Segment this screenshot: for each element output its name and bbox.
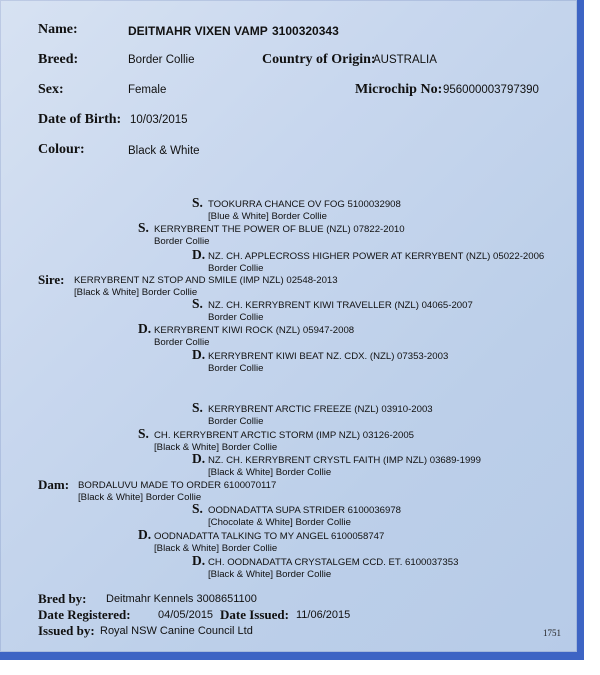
dam-description: [Black & White] Border Collie: [78, 492, 202, 503]
ancestor-description: Border Collie: [208, 312, 264, 323]
ancestor-name: CH. KERRYBRENT ARCTIC STORM (IMP NZL) 03126-2005: [154, 430, 414, 441]
issued-by-value: Royal NSW Canine Council Ltd: [100, 625, 253, 637]
ancestor-description: Border Collie: [154, 236, 210, 247]
pedigree-entry: [192, 555, 458, 581]
dam-label: Dam:: [38, 477, 70, 492]
sex-label: Sex:: [38, 82, 64, 97]
relation-marker: S.: [138, 220, 149, 235]
registration-number: 3100320343: [272, 24, 339, 38]
ancestor-description: [Black & White] Border Collie: [154, 442, 278, 453]
dam-name: BORDALUVU MADE TO ORDER 6100070117: [78, 480, 277, 491]
relation-marker: S.: [192, 501, 203, 516]
ancestor-description: Border Collie: [208, 363, 264, 374]
ancestor-name: KERRYBRENT KIWI BEAT NZ. CDX. (NZL) 07353-2003: [208, 351, 449, 362]
ancestor-name: KERRYBRENT KIWI ROCK (NZL) 05947-2008: [154, 325, 355, 336]
pedigree-entry: [192, 249, 544, 275]
relation-marker: D.: [192, 247, 206, 262]
country-label: Country of Origin:: [262, 52, 376, 67]
pedigree-entry: [192, 298, 473, 324]
relation-marker: S.: [138, 426, 149, 441]
ancestor-name: OODNADATTA TALKING TO MY ANGEL 6100058747: [154, 531, 385, 542]
dob-value: 10/03/2015: [130, 114, 188, 126]
relation-marker: S.: [192, 195, 203, 210]
bred-by-label: Bred by:: [38, 591, 87, 606]
page-number: 1751: [543, 628, 561, 638]
ancestor-description: [Chocolate & White] Border Collie: [208, 517, 351, 528]
relation-marker: S.: [192, 400, 203, 415]
pedigree-entry: [192, 503, 401, 529]
relation-marker: D.: [138, 321, 152, 336]
sire-description: [Black & White] Border Collie: [74, 287, 198, 298]
relation-marker: D.: [192, 553, 206, 568]
sire-label: Sire:: [38, 272, 65, 287]
name-label: Name:: [38, 22, 78, 37]
date-registered-value: 04/05/2015: [158, 609, 214, 621]
ancestor-description: [Blue & White] Border Collie: [208, 211, 327, 222]
ancestor-name: KERRYBRENT THE POWER OF BLUE (NZL) 07822-2010: [154, 224, 405, 235]
pedigree-entry: [192, 349, 448, 375]
relation-marker: D.: [192, 347, 206, 362]
ancestor-name: CH. OODNADATTA CRYSTALGEM CCD. ET. 6100037353: [208, 557, 459, 568]
dog-name: DEITMAHR VIXEN VAMP: [128, 24, 268, 38]
ancestor-name: NZ. CH. APPLECROSS HIGHER POWER AT KERRYBENT (NZL) 05022-2006: [208, 251, 545, 262]
pedigree-entry: [192, 402, 433, 428]
breed-value: Border Collie: [128, 54, 195, 66]
ancestor-name: NZ. CH. KERRYBRENT KIWI TRAVELLER (NZL) 04065-2007: [208, 300, 473, 311]
pedigree-entry: [138, 323, 354, 349]
pedigree-entry: [138, 222, 405, 248]
ancestor-description: Border Collie: [154, 337, 210, 348]
pedigree-entry: [192, 197, 401, 223]
breed-label: Breed:: [38, 52, 79, 67]
colour-label: Colour:: [38, 142, 85, 157]
ancestor-description: [Black & White] Border Collie: [154, 543, 278, 554]
sex-value: Female: [128, 84, 167, 96]
ancestor-description: [Black & White] Border Collie: [208, 467, 332, 478]
date-registered-label: Date Registered:: [38, 607, 131, 622]
colour-value: Black & White: [128, 145, 200, 157]
date-issued-value: 11/06/2015: [296, 609, 351, 621]
ancestor-description: [Black & White] Border Collie: [208, 569, 332, 580]
relation-marker: D.: [138, 527, 152, 542]
pedigree-entry: [138, 529, 384, 555]
pedigree-entry: [138, 428, 414, 454]
issued-by-label: Issued by:: [38, 623, 95, 638]
ancestor-name: NZ. CH. KERRYBRENT CRYSTL FAITH (IMP NZL) 03689-1999: [208, 455, 481, 466]
ancestor-description: Border Collie: [208, 416, 264, 427]
microchip-value: 956000003797390: [443, 84, 539, 96]
date-issued-label: Date Issued:: [220, 607, 289, 622]
ancestor-name: TOOKURRA CHANCE OV FOG 5100032908: [208, 199, 401, 210]
ancestor-name: KERRYBRENT ARCTIC FREEZE (NZL) 03910-2003: [208, 404, 433, 415]
relation-marker: S.: [192, 296, 203, 311]
country-value: AUSTRALIA: [373, 54, 437, 66]
bred-by-value: Deitmahr Kennels 3008651100: [106, 593, 257, 605]
sire-name: KERRYBRENT NZ STOP AND SMILE (IMP NZL) 02548-2013: [74, 275, 338, 286]
ancestor-name: OODNADATTA SUPA STRIDER 6100036978: [208, 505, 402, 516]
relation-marker: D.: [192, 451, 206, 466]
pedigree-entry: [192, 453, 481, 479]
microchip-label: Microchip No:: [355, 82, 443, 97]
dob-label: Date of Birth:: [38, 112, 122, 127]
ancestor-description: Border Collie: [208, 263, 264, 274]
